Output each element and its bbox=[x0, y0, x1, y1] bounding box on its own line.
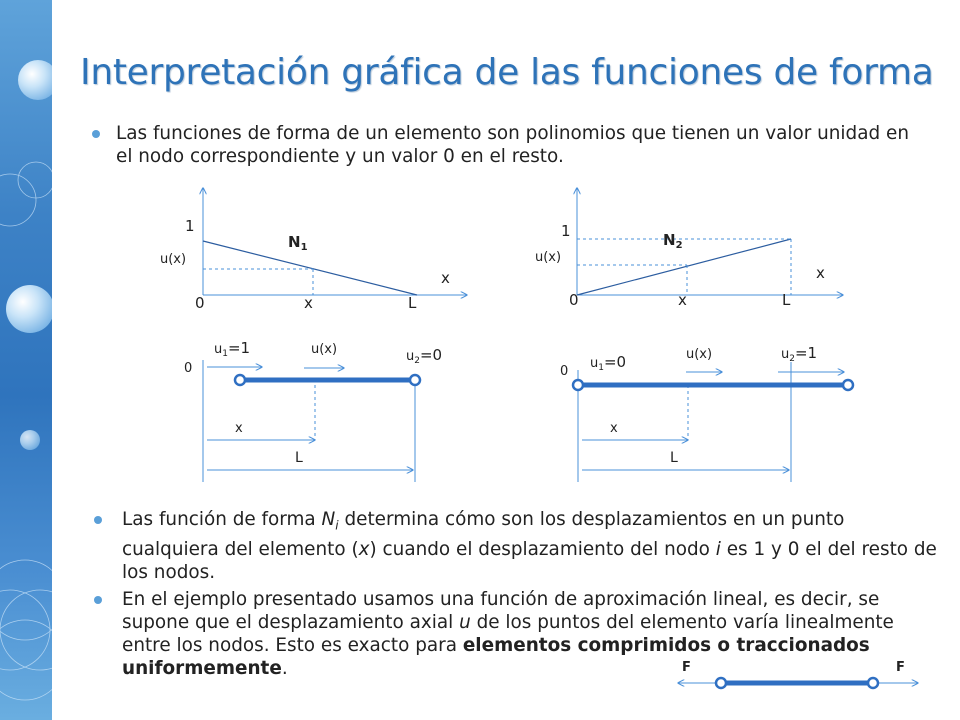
label-zero: 0 bbox=[195, 294, 205, 312]
label-zero: 0 bbox=[184, 361, 193, 376]
label-force-right: F bbox=[896, 660, 905, 675]
bullet-shape-function-meaning bbox=[122, 508, 937, 584]
text-part: determina cómo son los desplazamientos en un punto cualquiera del elemento ( bbox=[122, 509, 845, 560]
node-2 bbox=[843, 380, 853, 390]
label-one: 1 bbox=[185, 217, 195, 235]
label-force-left: F bbox=[682, 660, 691, 675]
label-x-position: x bbox=[678, 291, 687, 309]
shape-function-line bbox=[203, 241, 417, 295]
right-shape-function-graph bbox=[535, 188, 843, 309]
node-2 bbox=[410, 375, 420, 385]
text-part: N bbox=[321, 509, 336, 530]
shape-function-line bbox=[577, 239, 791, 295]
label-ux: u(x) bbox=[311, 342, 338, 357]
text-part: . bbox=[281, 658, 288, 679]
label-u1: $u_1=0$ bbox=[590, 353, 627, 373]
text-part: i bbox=[715, 538, 721, 560]
text-part: u bbox=[459, 612, 471, 633]
slide-title: Interpretación gráfica de las funciones de forma bbox=[80, 52, 934, 93]
bullet-icon bbox=[94, 596, 102, 604]
bullet-linear-approximation bbox=[122, 588, 937, 680]
label-one: 1 bbox=[561, 222, 571, 240]
function-label: $N_1$ bbox=[288, 233, 308, 253]
label-length: L bbox=[408, 294, 417, 312]
label-L: L bbox=[295, 450, 303, 466]
text-part: elementos comprimidos o traccionados uniformemente bbox=[122, 635, 870, 679]
text-part: de los puntos del elemento varía linealmente entre los nodos. Esto es exacto para bbox=[122, 612, 894, 656]
text-part: ) cuando el desplazamiento del nodo bbox=[369, 538, 716, 560]
label-x-position: x bbox=[304, 294, 313, 312]
node-1 bbox=[573, 380, 583, 390]
label-x: x bbox=[610, 421, 618, 436]
label-x-axis: x bbox=[441, 269, 450, 287]
label-x: x bbox=[235, 421, 243, 436]
label-zero: 0 bbox=[569, 291, 579, 309]
label-ux: u(x) bbox=[686, 347, 713, 362]
label-u2: $u_2=1$ bbox=[781, 344, 818, 364]
label-L: L bbox=[670, 450, 678, 466]
text-part: En el ejemplo presentado usamos una función de aproximación lineal, es decir, se supone que el desplazamiento axial bbox=[122, 589, 880, 633]
label-ux: u(x) bbox=[160, 252, 187, 267]
label-ux: u(x) bbox=[535, 250, 562, 265]
label-x-axis: x bbox=[816, 264, 825, 282]
node-1 bbox=[235, 375, 245, 385]
function-label: $N_2$ bbox=[663, 231, 683, 251]
bullet-text: Las funciones de forma de un elemento son polinomios que tienen un valor unidad en el nodo correspondiente y un valor 0 en el resto. bbox=[116, 123, 909, 167]
right-bar-element bbox=[560, 344, 853, 482]
label-u2: $u_2=0$ bbox=[406, 346, 443, 366]
label-zero: 0 bbox=[560, 364, 569, 379]
label-u1: $u_1=1$ bbox=[214, 339, 251, 359]
text-part: i bbox=[335, 518, 339, 533]
text-part: Las función de forma bbox=[122, 509, 322, 530]
left-shape-function-graph bbox=[160, 188, 467, 312]
label-length: L bbox=[782, 291, 791, 309]
text-part: x bbox=[358, 538, 370, 560]
left-bar-element bbox=[184, 339, 442, 482]
bullet-icon bbox=[94, 516, 102, 524]
text-part: es 1 y 0 el del resto de los nodos. bbox=[122, 538, 937, 583]
